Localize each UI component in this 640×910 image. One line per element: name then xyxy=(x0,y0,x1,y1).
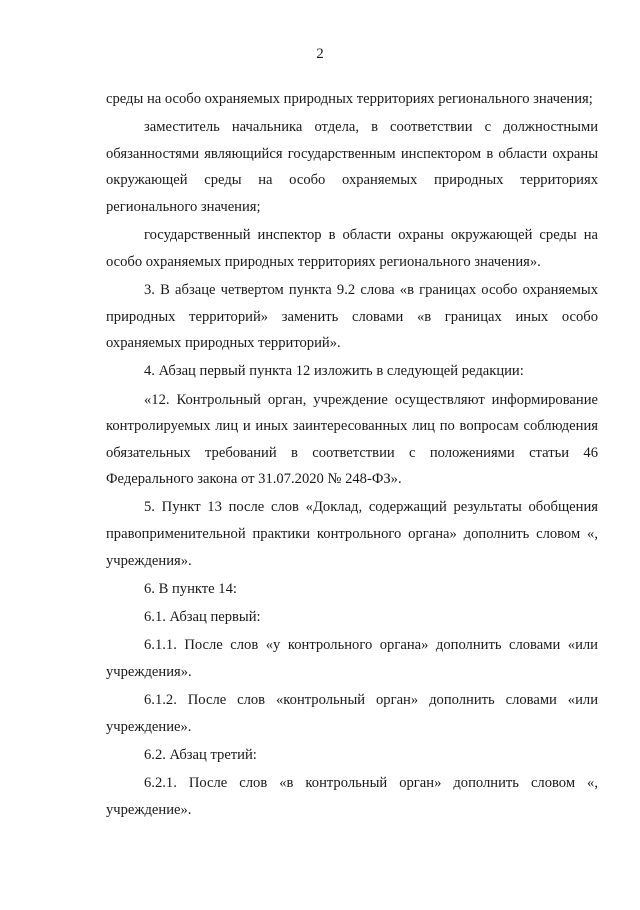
paragraph: 6.2. Абзац третий: xyxy=(144,746,257,763)
paragraph: 4. Абзац первый пункта 12 изложить в следующей редакции: xyxy=(144,363,524,380)
document-body xyxy=(106,86,598,825)
paragraph: «12. Контрольный орган, учреждение осуществляют информирование контролируемых лиц и иных заинтересованных лиц по вопросам соблюдения обязательных требований в соответствии с положениями статьи 46 Федерального закона от 31.07.2020 № 248-ФЗ». xyxy=(106,391,598,488)
paragraph: 6.1. Абзац первый: xyxy=(144,609,261,626)
paragraph: 6.1.2. После слов «контрольный орган» дополнить словами «или учреждение». xyxy=(106,692,598,735)
paragraph: среды на особо охраняемых природных территориях регионального значения; xyxy=(106,91,593,107)
page-number: 2 xyxy=(316,46,324,62)
paragraph: 6.1.1. После слов «у контрольного органа» дополнить словами «или учреждения». xyxy=(106,637,598,680)
paragraph: 6. В пункте 14: xyxy=(144,580,237,597)
paragraph: 5. Пункт 13 после слов «Доклад, содержащий результаты обобщения правоприменительной практики контрольного органа» дополнить словом «, учреждения». xyxy=(106,499,598,569)
paragraph: 6.2.1. После слов «в контрольный орган» дополнить словом «, учреждение». xyxy=(106,774,598,818)
paragraph: 3. В абзаце четвертом пункта 9.2 слова «в границах особо охраняемых природных территорий» заменить словами «в границах иных особо охраняемых природных территорий». xyxy=(106,281,598,352)
paragraph: государственный инспектор в области охраны окружающей среды на особо охраняемых природных территориях регионального значения». xyxy=(106,227,598,270)
paragraph: заместитель начальника отдела, в соответствии с должностными обязанностями являющийся государственным инспектором в области охраны окружающей среды на особо охраняемых природных территориях регионального значения; xyxy=(106,119,598,215)
